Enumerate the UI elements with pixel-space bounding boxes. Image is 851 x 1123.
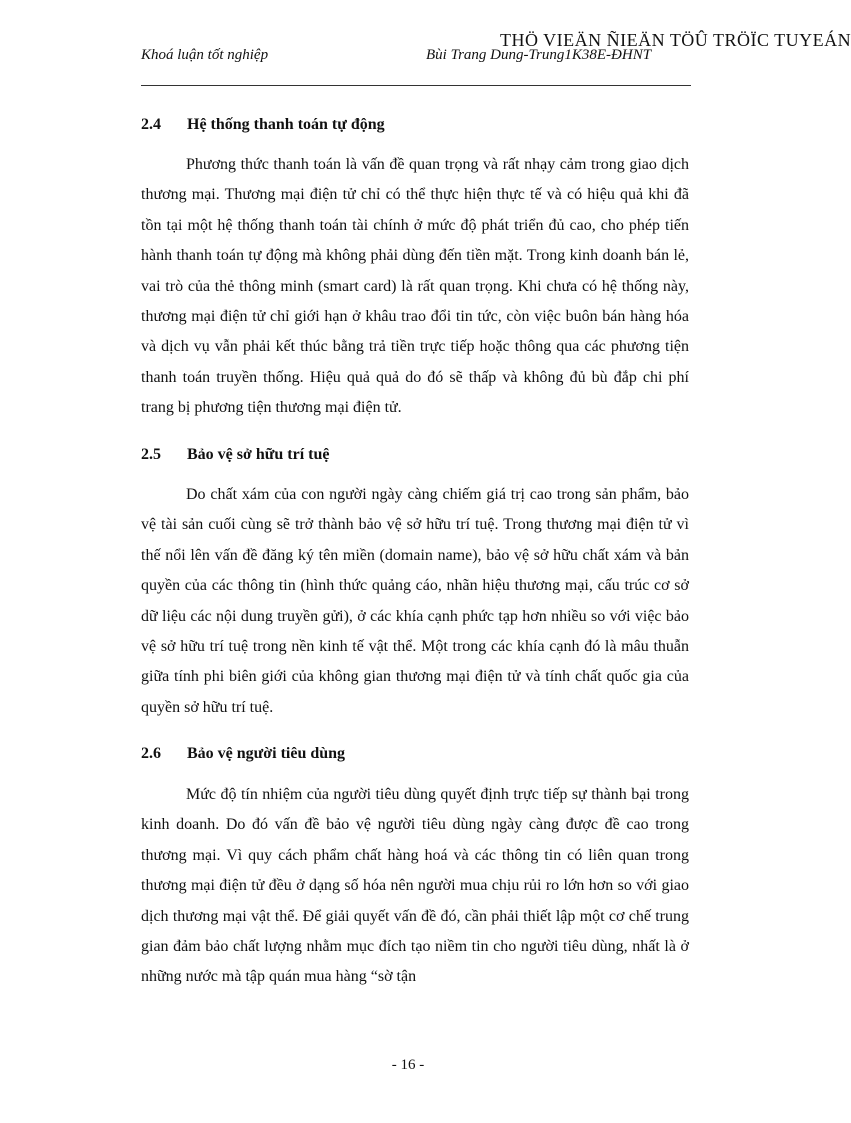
section-title: Bảo vệ sở hữu trí tuệ: [187, 446, 330, 463]
header-left-text: Khoá luận tốt nghiệp: [141, 47, 269, 63]
header-right-text: Bùi Trang Dung-Trung1K38E-ĐHNT: [426, 47, 652, 63]
section-number: 2.4: [141, 116, 161, 133]
section-title: Bảo vệ người tiêu dùng: [187, 745, 346, 762]
section-paragraph: [141, 480, 689, 723]
section-paragraph: [141, 150, 689, 424]
section-number: 2.5: [141, 446, 161, 463]
section-heading-2-6: [141, 745, 345, 763]
header-divider: [141, 85, 691, 86]
section-number: 2.6: [141, 745, 161, 762]
page-number: - 16 -: [391, 1057, 425, 1073]
section-title: Hệ thống thanh toán tự động: [187, 116, 385, 133]
paragraph-text: Mức độ tín nhiệm của người tiêu dùng quyết định trực tiếp sự thành bại trong kinh doanh. Do đó vấn đề bảo vệ người tiêu dùng ngày càng được đề cao trong thương mại. Vì quy cách phẩm chất hàng hoá và các thông tin có liên quan trong thương mại điện tử đều ở dạng số hóa nên người mua chịu rủi ro lớn hơn so với giao dịch thương mại vật thể. Để giải quyết vấn đề đó, cần phải thiết lập một cơ chế trung gian đảm bảo chất lượng nhằm mục đích tạo niềm tin cho người tiêu dùng, nhất là ở những nước mà tập quán mua hàng “sờ tận: [141, 786, 689, 986]
section-paragraph: [141, 780, 689, 993]
paragraph-text: Phương thức thanh toán là vấn đề quan trọng và rất nhạy cảm trong giao dịch thương mại. Thương mại điện tử chỉ có thể thực hiện thực tế và có hiệu quả khi đã tồn tại một hệ thống thanh toán tài chính ở mức độ phát triển đủ cao, cho phép tiến hành thanh toán tự động mà không phải dùng đến tiền mặt. Trong kinh doanh bán lẻ, vai trò của thẻ thông minh (smart card) là rất quan trọng. Khi chưa có hệ thống này, thương mại điện tử chỉ giới hạn ở khâu trao đổi tin tức, còn việc buôn bán hàng hóa và dịch vụ vẫn phải kết thúc bằng trả tiền trực tiếp hoặc thông qua các phương tiện thanh toán truyền thống. Hiệu quả quả do đó sẽ thấp và không đủ bù đắp chi phí trang bị phương tiện thương mại điện tử.: [141, 156, 689, 417]
section-heading-2-5: [141, 446, 329, 464]
watermark-text: THÖ VIEÄN ÑIEÄN TÖÛ TRÖÏC TUYEÁN: [500, 30, 851, 50]
paragraph-text: Do chất xám của con người ngày càng chiếm giá trị cao trong sản phẩm, bảo vệ tài sản cuối cùng sẽ trở thành bảo vệ sở hữu trí tuệ. Trong thương mại điện tử vì thế nổi lên vấn đề đăng ký tên miền (domain name), bảo vệ sở hữu chất xám và bản quyền của các thông tin (hình thức quảng cáo, nhãn hiệu thương mại, cấu trúc cơ sở dữ liệu các nội dung truyền gửi), ở các khía cạnh phức tạp hơn nhiều so với việc bảo vệ sở hữu trí tuệ trong nền kinh tế vật thể. Một trong các khía cạnh đó là mâu thuẫn giữa tính phi biên giới của không gian thương mại điện tử và tính chất quốc gia của quyền sở hữu trí tuệ.: [141, 486, 689, 716]
section-heading-2-4: [141, 116, 385, 134]
